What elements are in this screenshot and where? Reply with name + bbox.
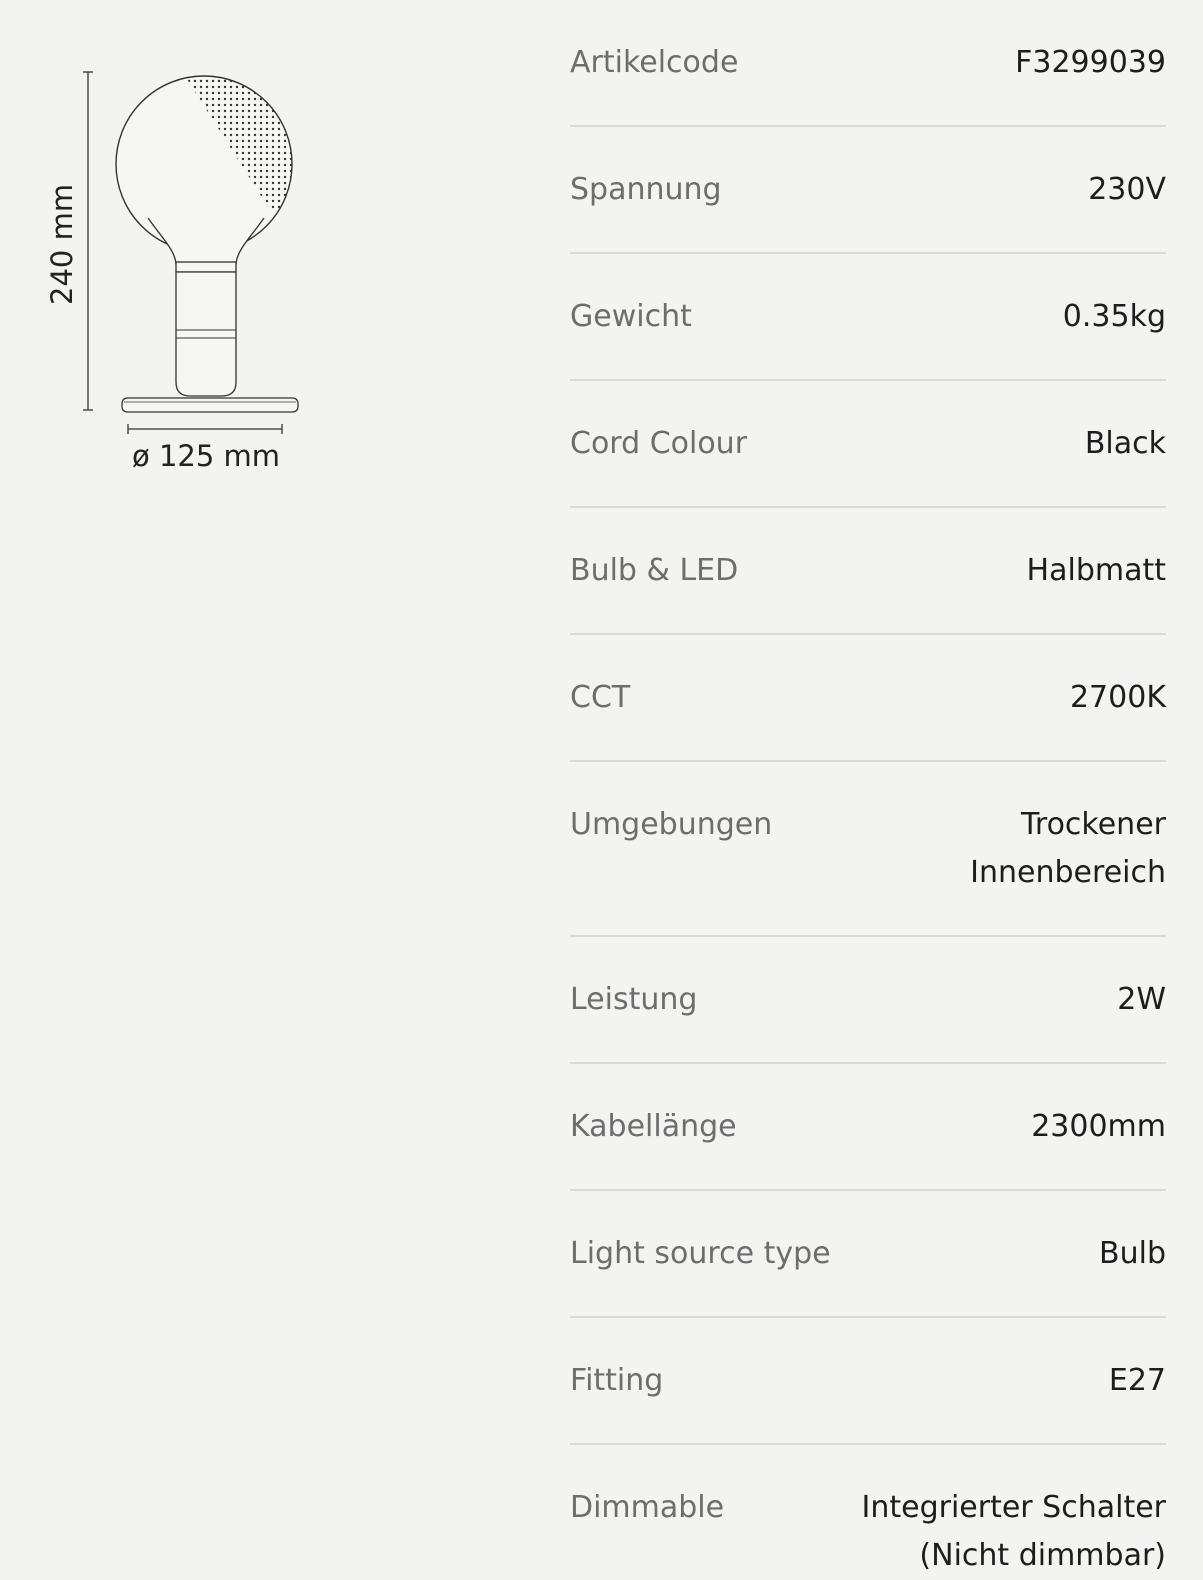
spec-value-line: 230V (1088, 172, 1166, 207)
spec-value-line: (Nicht dimmbar) (919, 1538, 1166, 1573)
spec-value-line: 0.35kg (1062, 299, 1166, 334)
spec-row-kabellaenge (570, 1064, 1166, 1191)
spec-row-dimmable (570, 1445, 1166, 1580)
spec-row-light-source-type (570, 1191, 1166, 1318)
spec-row-leistung (570, 937, 1166, 1064)
spec-value (1099, 1230, 1166, 1278)
spec-value-line: Innenbereich (970, 855, 1166, 890)
diameter-dimension-label: ø 125 mm (131, 439, 281, 473)
spec-row-spannung (570, 127, 1166, 254)
spec-label: CCT (570, 680, 631, 715)
spec-value-line: Trockener (1020, 807, 1166, 842)
spec-value (1063, 293, 1166, 341)
spec-value (1015, 39, 1166, 87)
spec-value-line: E27 (1108, 1363, 1166, 1398)
spec-value-line: Integrierter Schalter (861, 1490, 1166, 1525)
spec-row-umgebungen (570, 762, 1166, 937)
spec-value (1031, 1103, 1166, 1151)
spec-value-line: Black (1084, 426, 1166, 461)
spec-row-artikelcode (570, 0, 1166, 127)
spec-value (1085, 420, 1166, 468)
spec-label: Kabellänge (570, 1109, 737, 1144)
spec-table (570, 0, 1166, 1580)
spec-row-cord-colour (570, 381, 1166, 508)
height-dimension-label: 240 mm (45, 183, 79, 305)
spec-value (862, 1484, 1167, 1580)
spec-label: Light source type (570, 1236, 831, 1271)
spec-value-line: 2300mm (1031, 1109, 1166, 1144)
lamp-dimension-drawing (30, 60, 330, 490)
spec-value (1109, 1357, 1166, 1405)
spec-label: Dimmable (570, 1490, 725, 1525)
spec-value (1117, 976, 1166, 1024)
spec-label: Cord Colour (570, 426, 748, 461)
spec-value (1070, 674, 1166, 722)
spec-value (1088, 166, 1166, 214)
spec-label: Umgebungen (570, 807, 773, 842)
spec-row-bulb-led (570, 508, 1166, 635)
spec-label: Artikelcode (570, 45, 739, 80)
spec-row-cct (570, 635, 1166, 762)
spec-value-line: 2W (1117, 982, 1166, 1017)
spec-row-fitting (570, 1318, 1166, 1445)
spec-label: Spannung (570, 172, 722, 207)
spec-value-line: 2700K (1069, 680, 1166, 715)
spec-label: Leistung (570, 982, 698, 1017)
spec-value-line: Bulb (1099, 1236, 1166, 1271)
spec-label: Fitting (570, 1363, 664, 1398)
spec-value (970, 801, 1166, 897)
spec-label: Gewicht (570, 299, 692, 334)
spec-row-gewicht (570, 254, 1166, 381)
spec-value-line: Halbmatt (1026, 553, 1166, 588)
spec-label: Bulb & LED (570, 553, 739, 588)
spec-value-line: F3299039 (1015, 45, 1166, 80)
spec-value (1027, 547, 1166, 595)
